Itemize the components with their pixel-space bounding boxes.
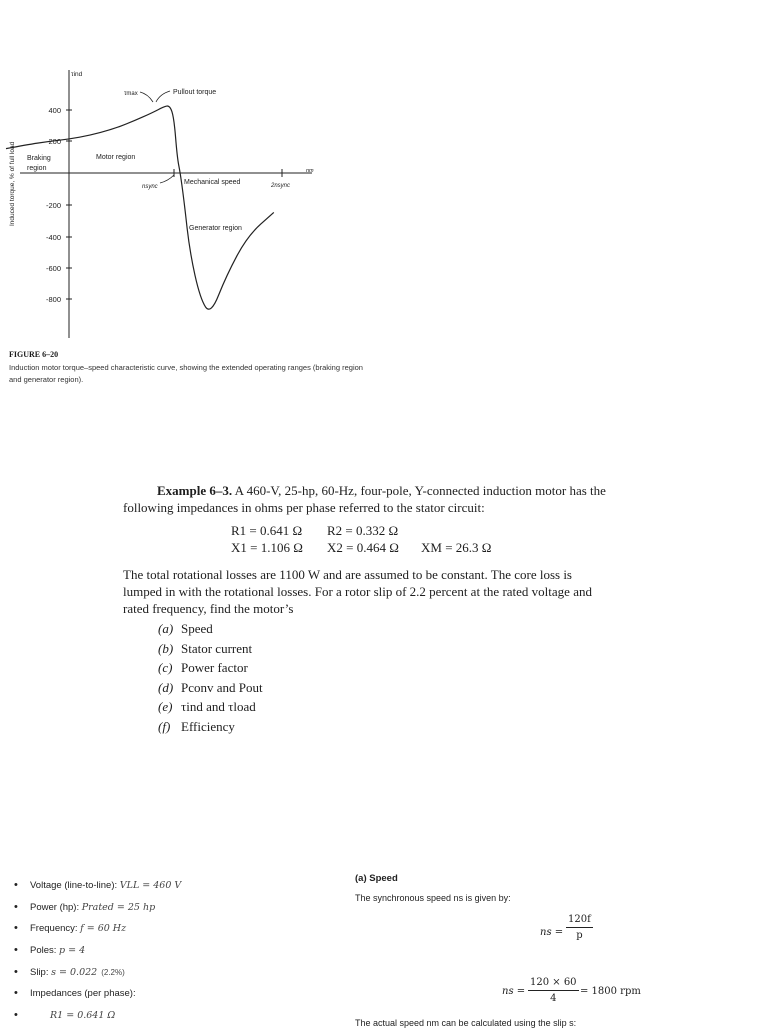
problem-paragraph: The total rotational losses are 1100 W and are assumed to be constant. The core loss is lumped in with the rotational losses. For a rotor slip of 2.2 percent at the rated voltage and rated frequency, find the motor’s: [123, 567, 592, 616]
given-impedances: • Impedances (per phase):: [14, 988, 181, 1010]
impedance-x2: X2 = 0.464 Ω: [327, 540, 399, 555]
impedance-xm: XM = 26.3 Ω: [421, 540, 492, 555]
figure-caption-title: FIGURE 6–20: [9, 350, 59, 359]
given-frequency: • Frequency: f = 60 Hz: [14, 923, 181, 945]
eq1-lhs: ns =: [540, 927, 564, 938]
eq1-denominator: p: [576, 930, 583, 941]
nm-label: nm: [306, 168, 314, 174]
eq2-numerator: 120 × 60: [528, 977, 579, 991]
y-tick-label: 200: [48, 137, 61, 146]
given-power: • Power (hp): Prated = 25 hp: [14, 902, 181, 924]
motor-region-label: Motor region: [96, 154, 136, 161]
braking-region-label-2: region: [27, 165, 47, 172]
eq1-numerator: 120f: [566, 914, 593, 928]
given-list: [14, 880, 181, 1032]
find-item: (b) Stator current: [158, 640, 253, 656]
pullout-torque-label: Pullout torque: [173, 89, 217, 96]
two-nsync-label: 2nsync: [271, 183, 291, 189]
impedance-r2: R2 = 0.332 Ω: [327, 523, 399, 538]
given-slip: • Slip: s = 0.022 (2.2%): [14, 967, 181, 989]
y-tick-label: 400: [48, 106, 61, 115]
nsync-label: nsync: [142, 184, 158, 190]
tau-max-leader: [140, 92, 153, 102]
example-statement: [123, 482, 608, 516]
find-list: [158, 621, 263, 738]
y-tick-label: -600: [45, 264, 61, 273]
braking-region-label: Braking: [27, 155, 51, 162]
find-item: (a) Speed: [158, 621, 213, 636]
eq2-result: = 1800 rpm: [580, 986, 641, 997]
mechanical-speed-label: Mechanical speed: [184, 179, 241, 186]
given-r1: • R1 = 0.641 Ω: [14, 1010, 181, 1032]
y-tick-label: -400: [45, 233, 61, 242]
y-axis-symbol: τind: [71, 71, 83, 78]
solution-sync-text: The synchronous speed ns is given by:: [355, 893, 511, 903]
eq2-denominator: 4: [550, 993, 557, 1004]
eq2-fraction: [528, 977, 579, 1004]
impedance-r1: R1 = 0.641 Ω: [231, 523, 303, 538]
y-tick-label: -800: [45, 295, 61, 304]
example-intro: A 460-V, 25-hp, 60-Hz, four-pole, Y-connected induction motor has the following impedances in ohms per phase referred to the stator circuit:: [123, 483, 606, 515]
find-item: (e) τind and τload: [158, 699, 256, 714]
y-axis-label: Induced torque, % of full load: [9, 141, 16, 226]
impedance-x1: X1 = 1.106 Ω: [231, 540, 303, 555]
nsync-leader: [160, 175, 174, 183]
eq2-lhs: ns =: [502, 986, 526, 997]
torque-speed-figure: [0, 0, 380, 350]
find-item: (d) Pconv and Pout: [158, 679, 263, 695]
tau-max-label: τmax: [124, 91, 138, 97]
given-voltage: • Voltage (line-to-line): VLL = 460 V: [14, 880, 181, 902]
find-item: (c) Power factor: [158, 660, 248, 675]
solution-actual-text: The actual speed nm can be calculated using the slip s:: [355, 1018, 577, 1028]
example-title: Example 6–3.: [157, 483, 233, 498]
solution-heading: (a) Speed: [355, 873, 398, 884]
generator-region-label: Generator region: [189, 225, 242, 232]
figure-caption-text: Induction motor torque–speed characteristic curve, showing the extended operating ranges (braking region and generator region).: [9, 363, 363, 384]
eq1-fraction: [566, 914, 593, 941]
y-tick-label: -200: [45, 201, 61, 210]
find-item: (f) Efficiency: [158, 718, 235, 734]
pullout-leader: [156, 91, 170, 102]
given-poles: • Poles: p = 4: [14, 945, 181, 967]
